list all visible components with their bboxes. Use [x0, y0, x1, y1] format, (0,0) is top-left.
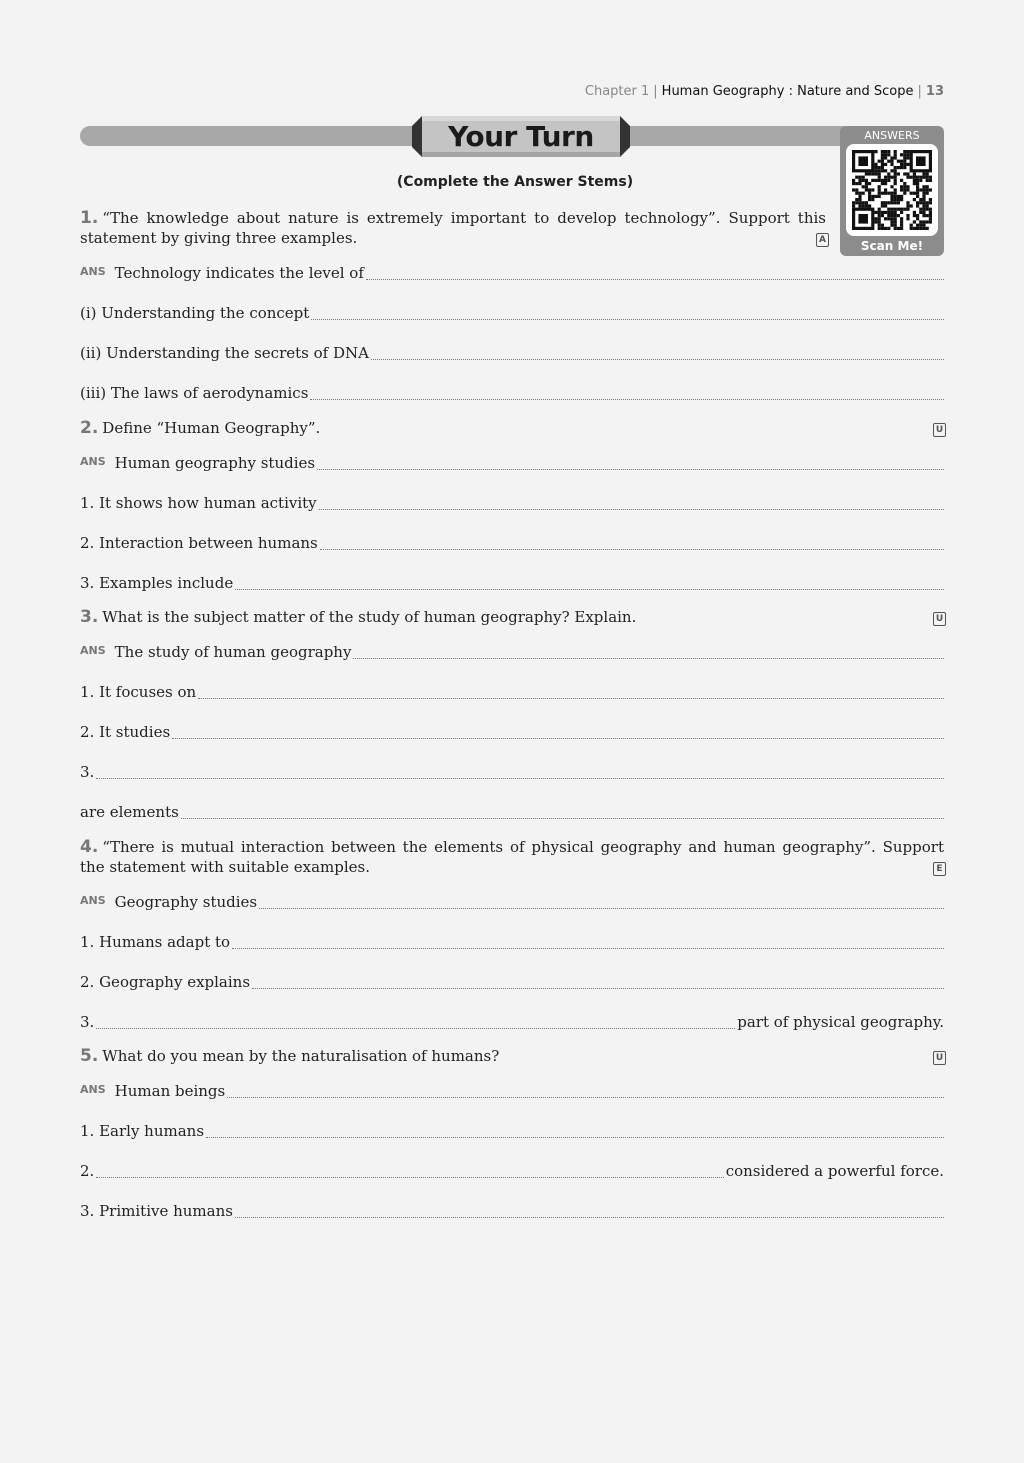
blank-line[interactable] [232, 947, 944, 949]
answer-stem: 2. [80, 1162, 95, 1180]
blank-line[interactable] [353, 657, 944, 659]
blank-line[interactable] [311, 318, 944, 320]
answer-line[interactable] [80, 533, 944, 553]
answer-line[interactable] [80, 1201, 944, 1221]
answer-line[interactable] [80, 892, 944, 912]
question-number: 5. [80, 1046, 99, 1066]
question-text: What do you mean by the naturalisation of humans? [102, 1047, 500, 1065]
answer-line[interactable] [80, 1012, 944, 1032]
question-2 [80, 418, 920, 438]
answer-line[interactable] [80, 263, 944, 283]
answer-line[interactable] [80, 343, 944, 363]
blank-line[interactable] [235, 588, 944, 590]
answer-line[interactable] [80, 972, 944, 992]
blank-line[interactable] [198, 697, 944, 699]
answer-stem-tail: considered a powerful force. [725, 1162, 944, 1180]
running-header [585, 84, 944, 99]
answer-stem: The study of human geography [114, 643, 352, 661]
answer-line[interactable] [80, 573, 944, 593]
question-text: “There is mutual interaction between the elements of physical geography and human geography”. Support the statement with suitable examples. [80, 838, 944, 876]
answer-stem: 1. It focuses on [80, 683, 197, 701]
question-text: What is the subject matter of the study of human geography? Explain. [102, 608, 637, 626]
answer-line[interactable] [80, 453, 944, 473]
ans-label: ANS [80, 265, 106, 278]
blank-line[interactable] [206, 1136, 944, 1138]
answer-line[interactable] [80, 383, 944, 403]
question-number: 1. [80, 208, 99, 228]
blank-line[interactable] [252, 987, 944, 989]
chapter-label: Chapter 1 [584, 84, 650, 99]
answer-line[interactable] [80, 1081, 944, 1101]
answer-stem: 2. Interaction between humans [80, 534, 318, 552]
blank-line[interactable] [181, 817, 944, 819]
banner-title-plate [412, 116, 630, 157]
blank-line[interactable] [259, 907, 944, 909]
answer-stem: Technology indicates the level of [114, 264, 364, 282]
answers-qr-box[interactable] [840, 126, 944, 256]
blank-line[interactable] [320, 548, 944, 550]
analyse-tag-icon: A [816, 233, 829, 247]
question-number: 2. [80, 418, 99, 438]
answer-stem-tail: part of physical geography. [737, 1013, 944, 1031]
answer-stem: 1. Early humans [80, 1122, 205, 1140]
blank-line[interactable] [96, 777, 944, 779]
understand-tag-icon: U [933, 612, 946, 626]
answer-stem: Human beings [114, 1082, 226, 1100]
answer-line[interactable] [80, 493, 944, 513]
blank-line[interactable] [96, 1027, 735, 1029]
page-number: 13 [925, 84, 944, 99]
answer-stem: 3. [80, 1013, 95, 1031]
blank-line[interactable] [96, 1176, 723, 1178]
answer-stem: 3. Primitive humans [80, 1202, 233, 1220]
answer-line[interactable] [80, 303, 944, 323]
question-5 [80, 1046, 920, 1066]
header-separator: | [653, 84, 658, 99]
blank-line[interactable] [235, 1216, 944, 1218]
question-3 [80, 607, 920, 627]
answer-line[interactable] [80, 682, 944, 702]
answer-line[interactable] [80, 932, 944, 952]
question-text: “The knowledge about nature is extremely important to develop technology”. Support this statement by giving three examples. [80, 209, 826, 247]
qr-scan-label: Scan Me! [860, 239, 924, 253]
blank-line[interactable] [227, 1096, 944, 1098]
answer-stem: 2. Geography explains [80, 973, 251, 991]
banner-title: Your Turn [448, 120, 594, 153]
answer-stem: 3. [80, 763, 95, 781]
qr-code-graphic [846, 144, 938, 236]
blank-line[interactable] [317, 468, 944, 470]
question-1 [80, 208, 826, 248]
answer-stem: 1. It shows how human activity [80, 494, 317, 512]
answer-stem: 3. Examples include [80, 574, 234, 592]
understand-tag-icon: U [933, 423, 946, 437]
answer-stem: 1. Humans adapt to [80, 933, 231, 951]
answer-stem: (ii) Understanding the secrets of DNA [80, 344, 369, 362]
blank-line[interactable] [310, 398, 944, 400]
answer-line[interactable] [80, 642, 944, 662]
blank-line[interactable] [366, 278, 944, 280]
chapter-title: Human Geography : Nature and Scope [661, 84, 914, 99]
answer-line[interactable] [80, 1121, 944, 1141]
header-separator: | [917, 84, 922, 99]
evaluate-tag-icon: E [933, 862, 946, 876]
answer-stem: Geography studies [114, 893, 258, 911]
question-4 [80, 837, 944, 877]
answer-line[interactable] [80, 762, 944, 782]
blank-line[interactable] [319, 508, 944, 510]
answer-stem: (iii) The laws of aerodynamics [80, 384, 309, 402]
understand-tag-icon: U [933, 1051, 946, 1065]
ans-label: ANS [80, 455, 106, 468]
qr-code-icon[interactable] [846, 144, 938, 236]
blank-line[interactable] [371, 358, 944, 360]
answer-line[interactable] [80, 722, 944, 742]
ans-label: ANS [80, 644, 106, 657]
question-text: Define “Human Geography”. [102, 419, 321, 437]
answer-stem: 2. It studies [80, 723, 171, 741]
ans-label: ANS [80, 1083, 106, 1096]
banner-subtitle: (Complete the Answer Stems) [396, 174, 634, 190]
answer-stem: (i) Understanding the concept [80, 304, 310, 322]
question-number: 4. [80, 837, 99, 857]
ans-label: ANS [80, 894, 106, 907]
answer-stem: are elements [80, 803, 179, 821]
question-number: 3. [80, 607, 99, 627]
blank-line[interactable] [172, 737, 944, 739]
qr-label: ANSWERS [864, 129, 920, 142]
answer-line[interactable] [80, 1161, 944, 1181]
answer-stem: Human geography studies [114, 454, 316, 472]
answer-line[interactable] [80, 802, 944, 822]
